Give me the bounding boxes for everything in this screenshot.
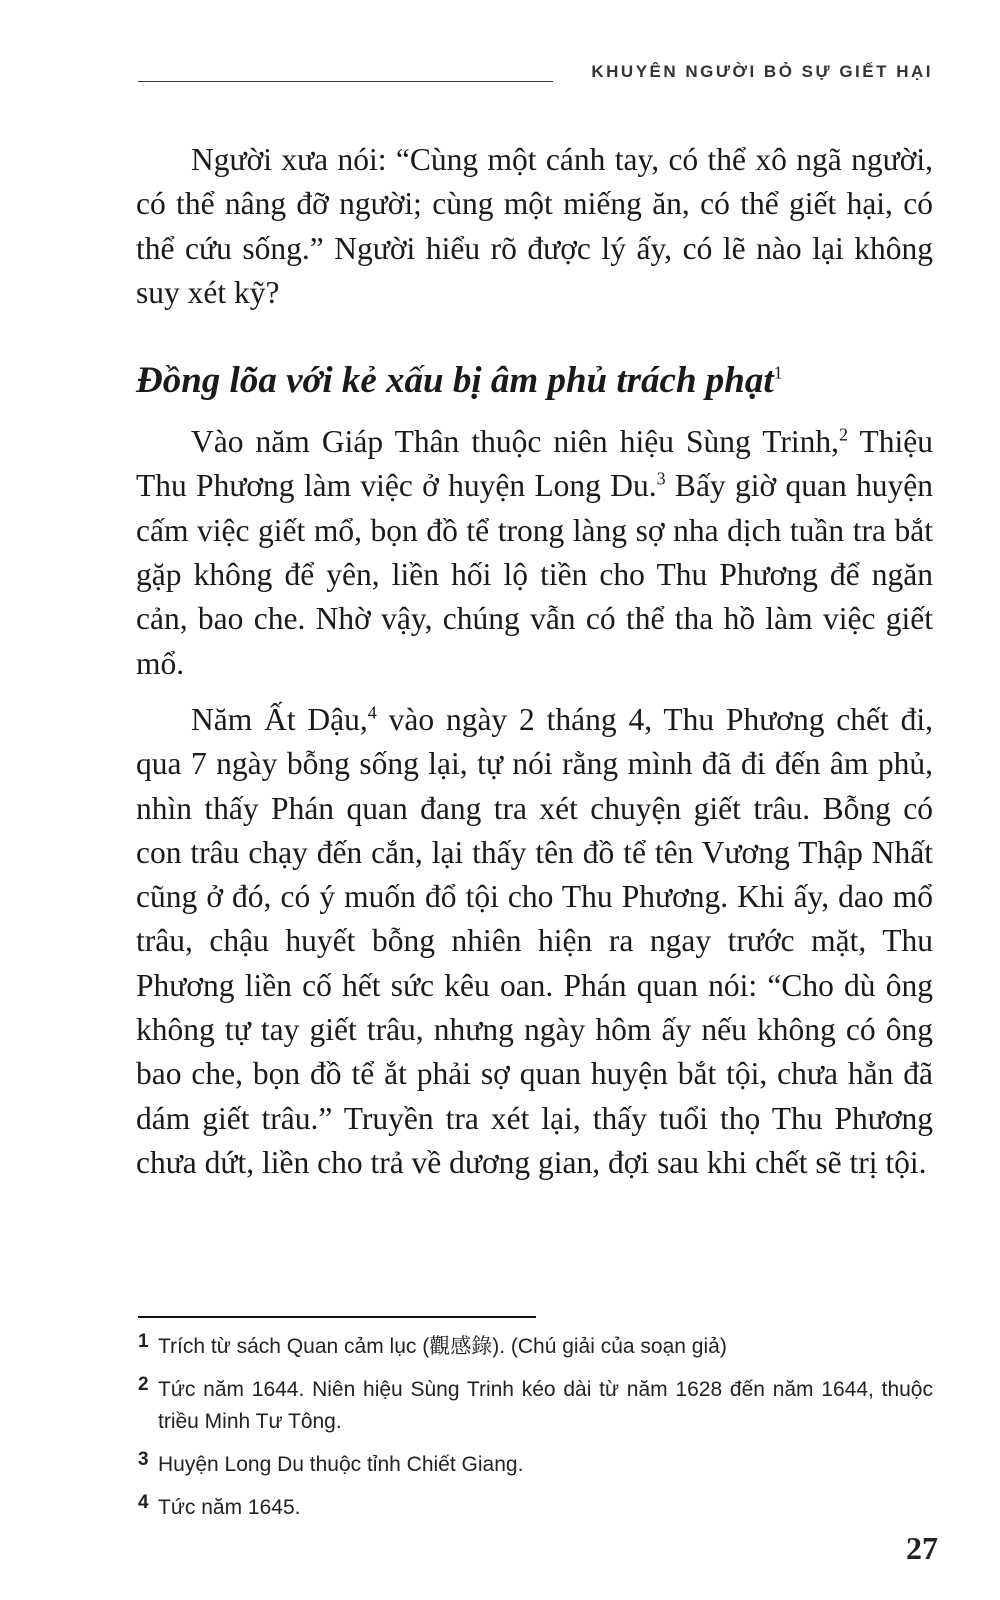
footnote-3 [138,1444,933,1481]
footnote-text: Tức năm 1644. Niên hiệu Sùng Trinh kéo dài từ năm 1628 đến năm 1644, thuộc triều Minh Tư Tông. [158,1378,933,1433]
paragraph-2-part-b: Thiệu Thu Phương làm việc ở huyện Long Du. [136,424,934,504]
running-title: KHUYÊN NGƯỜI BỎ SỰ GIẾT HẠI [591,62,933,81]
footnote-ref-4[interactable]: 4 [367,702,377,723]
footnote-text: Tức năm 1645. [158,1496,301,1519]
header-rule [138,81,553,82]
paragraph-3 [136,698,933,1185]
footnote-ref-1[interactable]: 1 [773,362,783,383]
footnote-text: Huyện Long Du thuộc tỉnh Chiết Giang. [158,1453,524,1476]
paragraph-1: Người xưa nói: “Cùng một cánh tay, có thể xô ngã người, có thể nâng đỡ người; cùng một miếng ăn, có thể giết hại, có thể cứu sống.” Người hiểu rõ được lý ấy, có lẽ nào lại không suy xét kỹ? [136,142,933,310]
footnotes [138,1326,933,1530]
footnote-ref-2[interactable]: 2 [839,424,849,445]
footnote-ref-3[interactable]: 3 [656,468,666,489]
footnote-4 [138,1487,933,1524]
section-heading [136,359,933,402]
paragraph-3-part-a: Năm Ất Dậu, [191,701,368,737]
paragraph-2-part-a: Vào năm Giáp Thân thuộc niên hiệu Sùng Trinh, [191,424,840,460]
footnote-number: 1 [138,1331,149,1352]
footnote-text: Trích từ sách Quan cảm lục (觀感錄). (Chú giải của soạn giả) [158,1335,727,1358]
paragraph-3-part-b: vào ngày 2 tháng 4, Thu Phương chết đi, qua 7 ngày bỗng sống lại, tự nói rằng mình đã đi đến âm phủ, nhìn thấy Phán quan đang tra xét chuyện giết trâu. Bỗng có con trâu chạy đến cắn, lại thấy tên đồ tể tên Vương Thập Nhất cũng ở đó, có ý muốn đổ tội cho Thu Phương. Khi ấy, dao mổ trâu, chậu huyết bỗng nhiên hiện ra ngay trước mặt, Thu Phương liền cố hết sức kêu oan. Phán quan nói: “Cho dù ông không tự tay giết trâu, nhưng ngày hôm ấy nếu không có ông bao che, bọn đồ tể ắt phải sợ quan huyện bắt tội, chưa hẳn đã dám giết trâu.” Truyền tra xét lại, thấy tuổi thọ Thu Phương chưa dứt, liền cho trả về dương gian, đợi sau khi chết sẽ trị tội. [136,701,933,1180]
page-number: 27 [906,1530,938,1566]
footnote-number: 2 [138,1374,149,1395]
footnote-number: 3 [138,1449,149,1470]
running-header [138,62,933,86]
paragraph-2 [136,420,933,686]
footnote-rule [138,1316,536,1318]
footnote-1 [138,1326,933,1363]
main-text [136,138,933,1185]
footnote-number: 4 [138,1492,149,1513]
footnote-2 [138,1369,933,1438]
section-heading-text: Đồng lõa với kẻ xấu bị âm phủ trách phạt [136,360,774,402]
paragraph-2-part-c: Bấy giờ quan huyện cấm việc giết mổ, bọn đồ tể trong làng sợ nha dịch tuần tra bắt gặp không để yên, liền hối lộ tiền cho Thu Phương để ngăn cản, bao che. Nhờ vậy, chúng vẫn có thể tha hồ làm việc giết mổ. [136,468,933,681]
